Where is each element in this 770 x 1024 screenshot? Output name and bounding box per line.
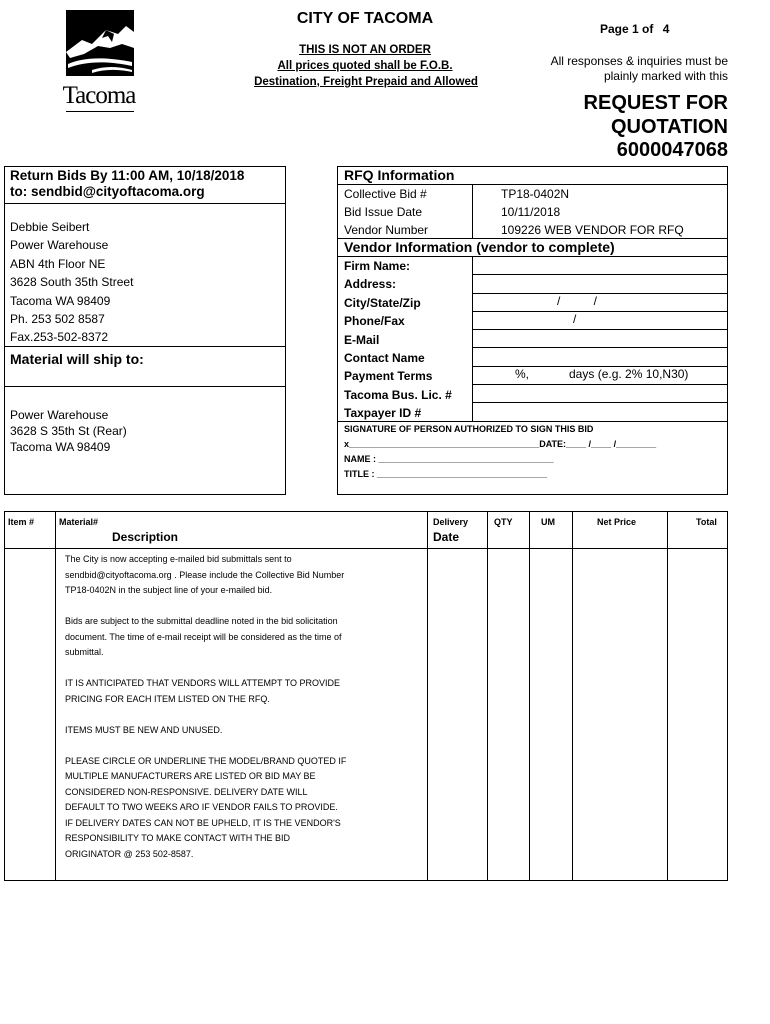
text-line: PLEASE CIRCLE OR UNDERLINE THE MODEL/BRAND QUOTED IF bbox=[65, 755, 347, 766]
text-line: TP18-0402N in the subject line of your e-mailed bid. bbox=[65, 585, 273, 595]
vendor-business-license-field[interactable] bbox=[474, 385, 726, 402]
vendor-number-label: Vendor Number bbox=[344, 223, 429, 237]
return-bids-deadline: Return Bids By 11:00 AM, 10/18/2018 bbox=[10, 168, 245, 183]
paragraph-pricing bbox=[65, 676, 425, 707]
firm-name-label: Firm Name: bbox=[344, 259, 411, 273]
vendor-email-field[interactable] bbox=[474, 330, 726, 347]
address-label: Address: bbox=[344, 277, 397, 292]
contact-phone: Ph. 253 502 8587 bbox=[10, 312, 105, 327]
text-line: MULTIPLE MANUFACTURERS ARE LISTED OR BID MAY BE bbox=[65, 771, 316, 781]
contact-city: Tacoma WA 98409 bbox=[10, 293, 111, 308]
city-logo bbox=[62, 8, 136, 114]
col-delivery-header: Delivery bbox=[433, 517, 469, 527]
signature-title-line[interactable]: TITLE : __________________________________ bbox=[344, 469, 548, 479]
logo-word: Tacoma bbox=[62, 82, 136, 109]
text-line: submittal. bbox=[65, 647, 104, 657]
col-um-header: UM bbox=[541, 517, 555, 527]
page-indicator bbox=[600, 22, 669, 36]
paragraph-new-unused bbox=[65, 723, 425, 739]
vendor-number-value: 109226 WEB VENDOR FOR RFQ bbox=[501, 223, 684, 237]
vendor-taxpayer-id-field[interactable] bbox=[474, 403, 726, 420]
bid-issue-date-value: 10/11/2018 bbox=[501, 205, 561, 219]
vendor-address-field[interactable] bbox=[474, 275, 726, 292]
email-label: E-Mail bbox=[344, 332, 380, 347]
text-line: document. The time of e-mail receipt will be considered as the time of bbox=[65, 631, 342, 642]
responses-line-2: plainly marked with this bbox=[603, 69, 728, 83]
text-line: DEFAULT TO TWO WEEKS ARO IF VENDOR FAILS TO PROVIDE. bbox=[65, 802, 338, 812]
text-line: sendbid@cityoftacoma.org . Please include the Collective Bid Number bbox=[65, 569, 345, 580]
signature-heading: SIGNATURE OF PERSON AUTHORIZED TO SIGN THIS BID bbox=[344, 424, 594, 434]
col-material-header: Material# bbox=[59, 517, 99, 527]
rfq-number: 6000047068 bbox=[616, 139, 728, 161]
col-total-header: Total bbox=[696, 517, 717, 527]
contact-fax: Fax.253-502-8372 bbox=[10, 330, 109, 345]
vendor-info-labels bbox=[344, 257, 452, 423]
contact-org: Power Warehouse bbox=[10, 238, 109, 253]
notice-line-3: Destination, Freight Prepaid and Allowed bbox=[254, 76, 478, 88]
ship-street: 3628 S 35th St (Rear) bbox=[10, 424, 127, 438]
vendor-info-heading: Vendor Information (vendor to complete) bbox=[344, 239, 615, 255]
paragraph-model-brand bbox=[65, 754, 425, 863]
collective-bid-label: Collective Bid # bbox=[344, 187, 427, 201]
col-net-price-header: Net Price bbox=[597, 517, 637, 527]
col-item-header: Item # bbox=[8, 517, 35, 527]
text-line: ITEMS MUST BE NEW AND UNUSED. bbox=[65, 724, 223, 735]
text-line: IT IS ANTICIPATED THAT VENDORS WILL ATTEMPT TO PROVIDE bbox=[65, 678, 341, 688]
contact-name: Debbie Seibert bbox=[10, 220, 90, 234]
collective-bid-value: TP18-0402N bbox=[501, 187, 570, 201]
signature-name-line[interactable]: NAME : ___________________________________ bbox=[344, 454, 554, 464]
instructions-block bbox=[65, 552, 425, 862]
col-description-header: Description bbox=[112, 530, 179, 544]
contact-name-label: Contact Name bbox=[344, 351, 425, 366]
rfq-title-1: REQUEST FOR bbox=[583, 92, 728, 114]
page-label: Page 1 of bbox=[600, 22, 654, 36]
paragraph-deadline bbox=[65, 614, 425, 661]
notice-line-1: THIS IS NOT AN ORDER bbox=[299, 44, 431, 56]
col-qty-header: QTY bbox=[494, 517, 513, 527]
rfq-info-labels bbox=[344, 185, 428, 239]
city-title: CITY OF TACOMA bbox=[296, 10, 434, 27]
phone-fax-label: Phone/Fax bbox=[344, 314, 405, 329]
text-line: RESPONSIBILITY TO MAKE CONTACT WITH THE BID bbox=[65, 833, 291, 843]
ship-org: Power Warehouse bbox=[10, 408, 109, 422]
payment-terms-label: Payment Terms bbox=[344, 369, 433, 384]
text-line: ORIGINATOR @ 253 502-8587. bbox=[65, 848, 194, 859]
return-bids-email: to: sendbid@cityoftacoma.org bbox=[10, 184, 205, 199]
vendor-payment-terms-field[interactable]: %, days (e.g. 2% 10,N30) bbox=[515, 367, 689, 381]
business-license-label: Tacoma Bus. Lic. # bbox=[344, 387, 452, 402]
taxpayer-id-label: Taxpayer ID # bbox=[344, 406, 422, 421]
page-total: 4 bbox=[662, 22, 670, 36]
bid-issue-date-label: Bid Issue Date bbox=[344, 205, 423, 219]
col-date-header: Date bbox=[433, 530, 460, 544]
ship-city: Tacoma WA 98409 bbox=[10, 440, 111, 454]
rfq-info-heading: RFQ Information bbox=[344, 167, 455, 183]
vendor-phone-fax-field[interactable]: / bbox=[573, 312, 577, 326]
text-line: The City is now accepting e-mailed bid submittals sent to bbox=[65, 554, 292, 564]
text-line: IF DELIVERY DATES CAN NOT BE UPHELD, IT IS THE VENDOR'S bbox=[65, 817, 341, 828]
text-line: Bids are subject to the submittal deadline noted in the bid solicitation bbox=[65, 616, 338, 626]
paragraph-email-submittals bbox=[65, 552, 425, 599]
city-state-zip-label: City/State/Zip bbox=[344, 295, 421, 310]
contact-floor: ABN 4th Floor NE bbox=[10, 256, 106, 271]
ship-to-heading: Material will ship to: bbox=[10, 351, 144, 367]
text-line: CONSIDERED NON-RESPONSIVE. DELIVERY DATE WILL bbox=[65, 786, 308, 797]
notice-line-2: All prices quoted shall be F.O.B. bbox=[277, 60, 453, 72]
responses-line-1: All responses & inquiries must be bbox=[550, 54, 728, 68]
contact-street: 3628 South 35th Street bbox=[10, 275, 134, 290]
rfq-info-values bbox=[501, 185, 684, 239]
signature-line[interactable]: x______________________________________DATE:____ /____ /________ bbox=[344, 439, 657, 449]
rfq-title-2: QUOTATION bbox=[610, 116, 728, 138]
vendor-city-state-zip-field[interactable]: / / bbox=[557, 294, 598, 308]
ship-address bbox=[10, 407, 127, 455]
vendor-firm-name-field[interactable] bbox=[474, 257, 726, 274]
vendor-contact-name-field[interactable] bbox=[474, 348, 726, 365]
contact-block bbox=[10, 218, 133, 347]
text-line: PRICING FOR EACH ITEM LISTED ON THE RFQ. bbox=[65, 693, 270, 704]
